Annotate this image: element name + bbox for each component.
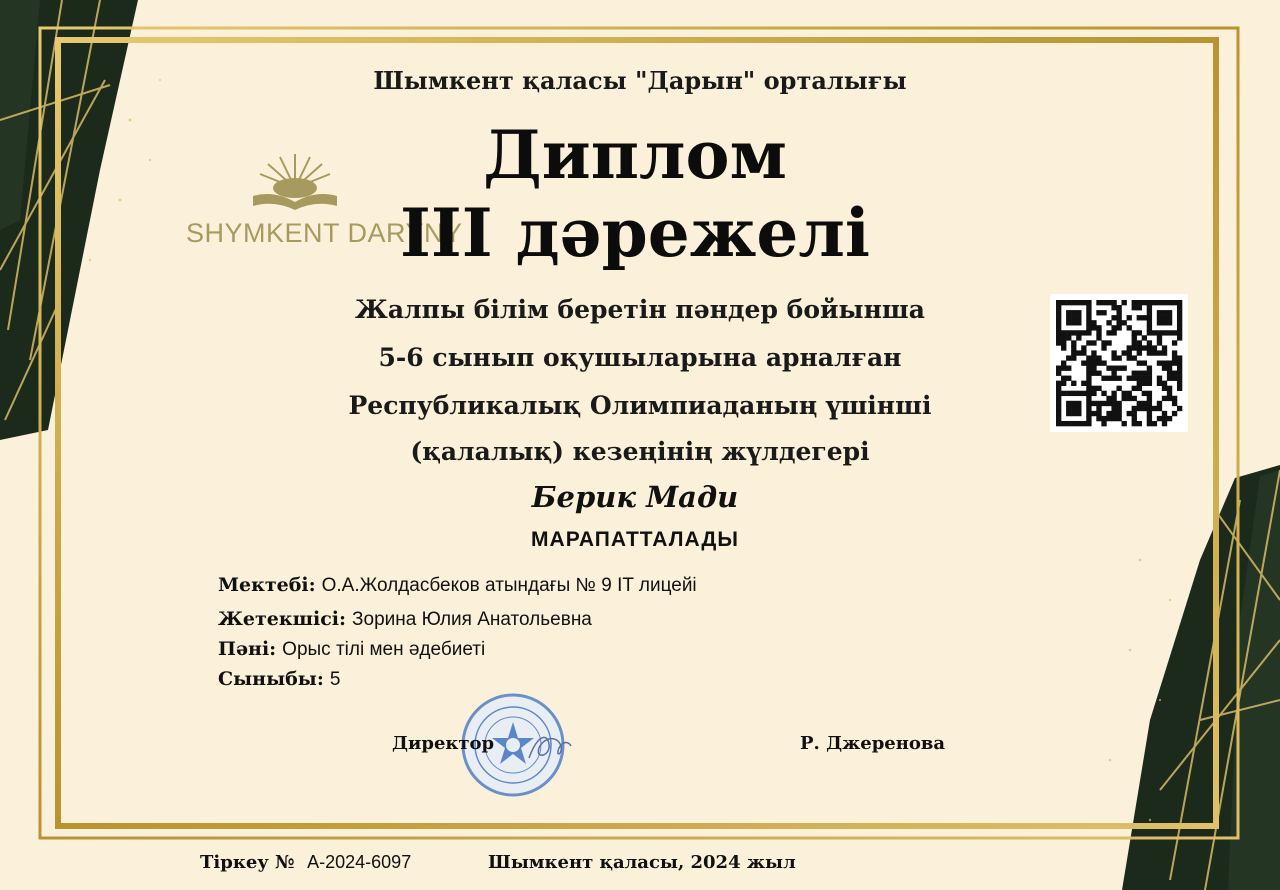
field-subject-label: Пәні: — [218, 638, 277, 660]
description-line-4: (қалалық) кезеңінің жүлдегері — [410, 437, 870, 466]
logo-text: SHYMKENT DARYNY — [186, 218, 463, 248]
sun-book-logo-icon — [250, 150, 340, 212]
field-supervisor — [218, 608, 592, 631]
qr-code-icon — [1050, 294, 1188, 432]
organization-header: Шымкент қаласы "Дарын" орталығы — [373, 66, 907, 95]
director-label: Директор — [392, 733, 495, 754]
awardee-name: Берик Мади — [531, 480, 739, 514]
registration-label: Тіркеу № — [200, 852, 295, 873]
field-school-value: О.А.Жолдасбеков атындағы № 9 IT лицейі — [321, 575, 697, 596]
field-school — [218, 574, 697, 597]
certificate-title: Диплом — [483, 116, 787, 194]
description-line-2: 5-6 сынып оқушыларына арналған — [378, 343, 902, 372]
field-subject — [218, 638, 485, 661]
signature-icon — [525, 728, 575, 768]
field-grade-value: 5 — [329, 669, 341, 690]
field-supervisor-value: Зорина Юлия Анатольевна — [352, 609, 592, 630]
registration-number: А-2024-6097 — [307, 852, 412, 872]
qr-code-container — [1050, 294, 1188, 432]
field-grade-label: Сыныбы: — [218, 668, 324, 690]
field-school-label: Мектебі: — [218, 574, 316, 596]
registration — [200, 852, 411, 873]
description-line-3: Республикалық Олимпиаданың үшінші — [348, 391, 932, 420]
field-grade — [218, 668, 340, 691]
description-line-1: Жалпы білім беретін пәндер бойынша — [355, 295, 925, 324]
field-supervisor-label: Жетекшісі: — [218, 608, 347, 630]
director-name: Р. Джеренова — [800, 733, 946, 754]
footer-city-year: Шымкент қаласы, 2024 жыл — [488, 852, 796, 873]
field-subject-value: Орыс тілі мен әдебиеті — [282, 639, 486, 660]
certificate-degree: III дәрежелі — [400, 194, 870, 272]
awarded-text: МАРАПАТТАЛАДЫ — [531, 528, 739, 551]
